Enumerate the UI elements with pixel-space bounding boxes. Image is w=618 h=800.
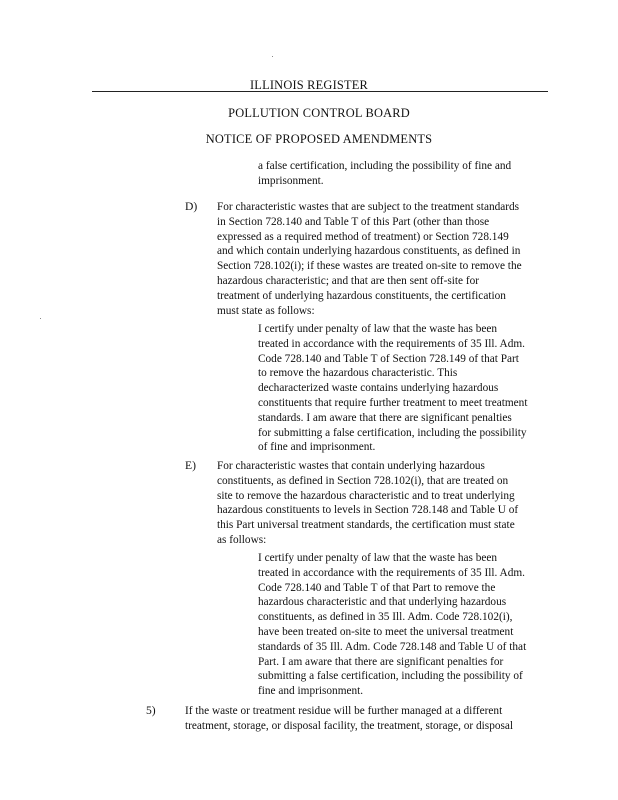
register-title: ILLINOIS REGISTER: [249, 78, 368, 92]
item-d-text: [217, 200, 522, 318]
header-rule: [92, 91, 548, 92]
text-line: site to remove the hazardous characteristic and to treat underlying: [217, 489, 515, 502]
text-line: constituents, as defined in Section 728.102(i), that are treated on: [217, 474, 509, 487]
text-line: have been treated on-site to meet the universal treatment: [258, 625, 514, 638]
text-line: treated in accordance with the requirements of 35 Ill. Adm.: [258, 337, 525, 350]
text-line: standards. I am aware that there are significant penalties: [258, 411, 512, 424]
text-line: treatment of underlying hazardous constituents, the certification: [217, 289, 506, 302]
text-line: in Section 728.140 and Table T of this Part (other than those: [217, 215, 490, 228]
text-line: standards of 35 Ill. Adm. Code 728.148 and Table U of that: [258, 640, 527, 653]
text-line: expressed as a required method of treatment) or Section 728.149: [217, 230, 509, 243]
text-line: submitting a false certification, including the possibility of: [258, 670, 523, 683]
item-e-certification-quote: [258, 551, 526, 699]
text-line: Code 728.140 and Table T of Section 728.149 of that Part: [258, 352, 519, 365]
item-e-label: E): [185, 459, 196, 472]
text-line: I certify under penalty of law that the waste has been: [258, 552, 498, 564]
item-d-label: D): [185, 200, 198, 213]
scan-speck: [40, 318, 41, 319]
continuation-text: [258, 159, 511, 189]
text-line: constituents, as defined in 35 Ill. Adm. Code 728.102(i),: [258, 611, 513, 624]
text-line: a false certification, including the possibility of fine and: [258, 160, 512, 172]
text-line: as follows:: [217, 533, 267, 546]
text-line: Code 728.140 and Table T of that Part to remove the: [258, 581, 496, 594]
text-line: fine and imprisonment.: [258, 685, 364, 698]
text-line: treated in accordance with the requirements of 35 Ill. Adm.: [258, 566, 525, 579]
text-line: for submitting a false certification, including the possibility: [258, 426, 527, 439]
item-d-certification-quote: [258, 322, 527, 455]
text-line: constituents that require further treatment to meet treatment: [258, 396, 528, 409]
text-line: and which contain underlying hazardous constituents, as defined in: [217, 245, 521, 258]
text-line: decharacterized waste contains underlying hazardous: [258, 382, 499, 395]
text-line: hazardous characteristic; and that are then sent off-site for: [217, 274, 480, 287]
notice-title: NOTICE OF PROPOSED AMENDMENTS: [205, 132, 433, 146]
board-title: POLLUTION CONTROL BOARD: [228, 106, 410, 120]
text-line: Part. I am aware that there are significant penalties for: [258, 655, 504, 668]
text-line: hazardous constituents to levels in Section 728.148 and Table U of: [217, 504, 519, 517]
scan-speck: [272, 56, 273, 57]
text-line: For characteristic wastes that contain underlying hazardous: [217, 460, 485, 472]
text-line: For characteristic wastes that are subject to the treatment standards: [217, 201, 520, 213]
text-line: I certify under penalty of law that the waste has been: [258, 323, 498, 335]
text-line: treatment, storage, or disposal facility, the treatment, storage, or disposal: [185, 719, 514, 732]
item-e-text: [217, 459, 518, 548]
text-line: Section 728.102(i); if these wastes are treated on-site to remove the: [217, 260, 522, 273]
text-line: hazardous characteristic and that underlying hazardous: [258, 596, 507, 609]
text-line: imprisonment.: [258, 174, 324, 187]
text-line: must state as follows:: [217, 304, 315, 317]
item-5-label: 5): [146, 704, 156, 717]
text-line: to remove the hazardous characteristic. This: [258, 367, 458, 380]
item-5-text: [185, 704, 513, 734]
text-line: this Part universal treatment standards, the certification must state: [217, 519, 515, 532]
text-line: If the waste or treatment residue will be further managed at a different: [185, 705, 503, 717]
text-line: of fine and imprisonment.: [258, 441, 376, 454]
